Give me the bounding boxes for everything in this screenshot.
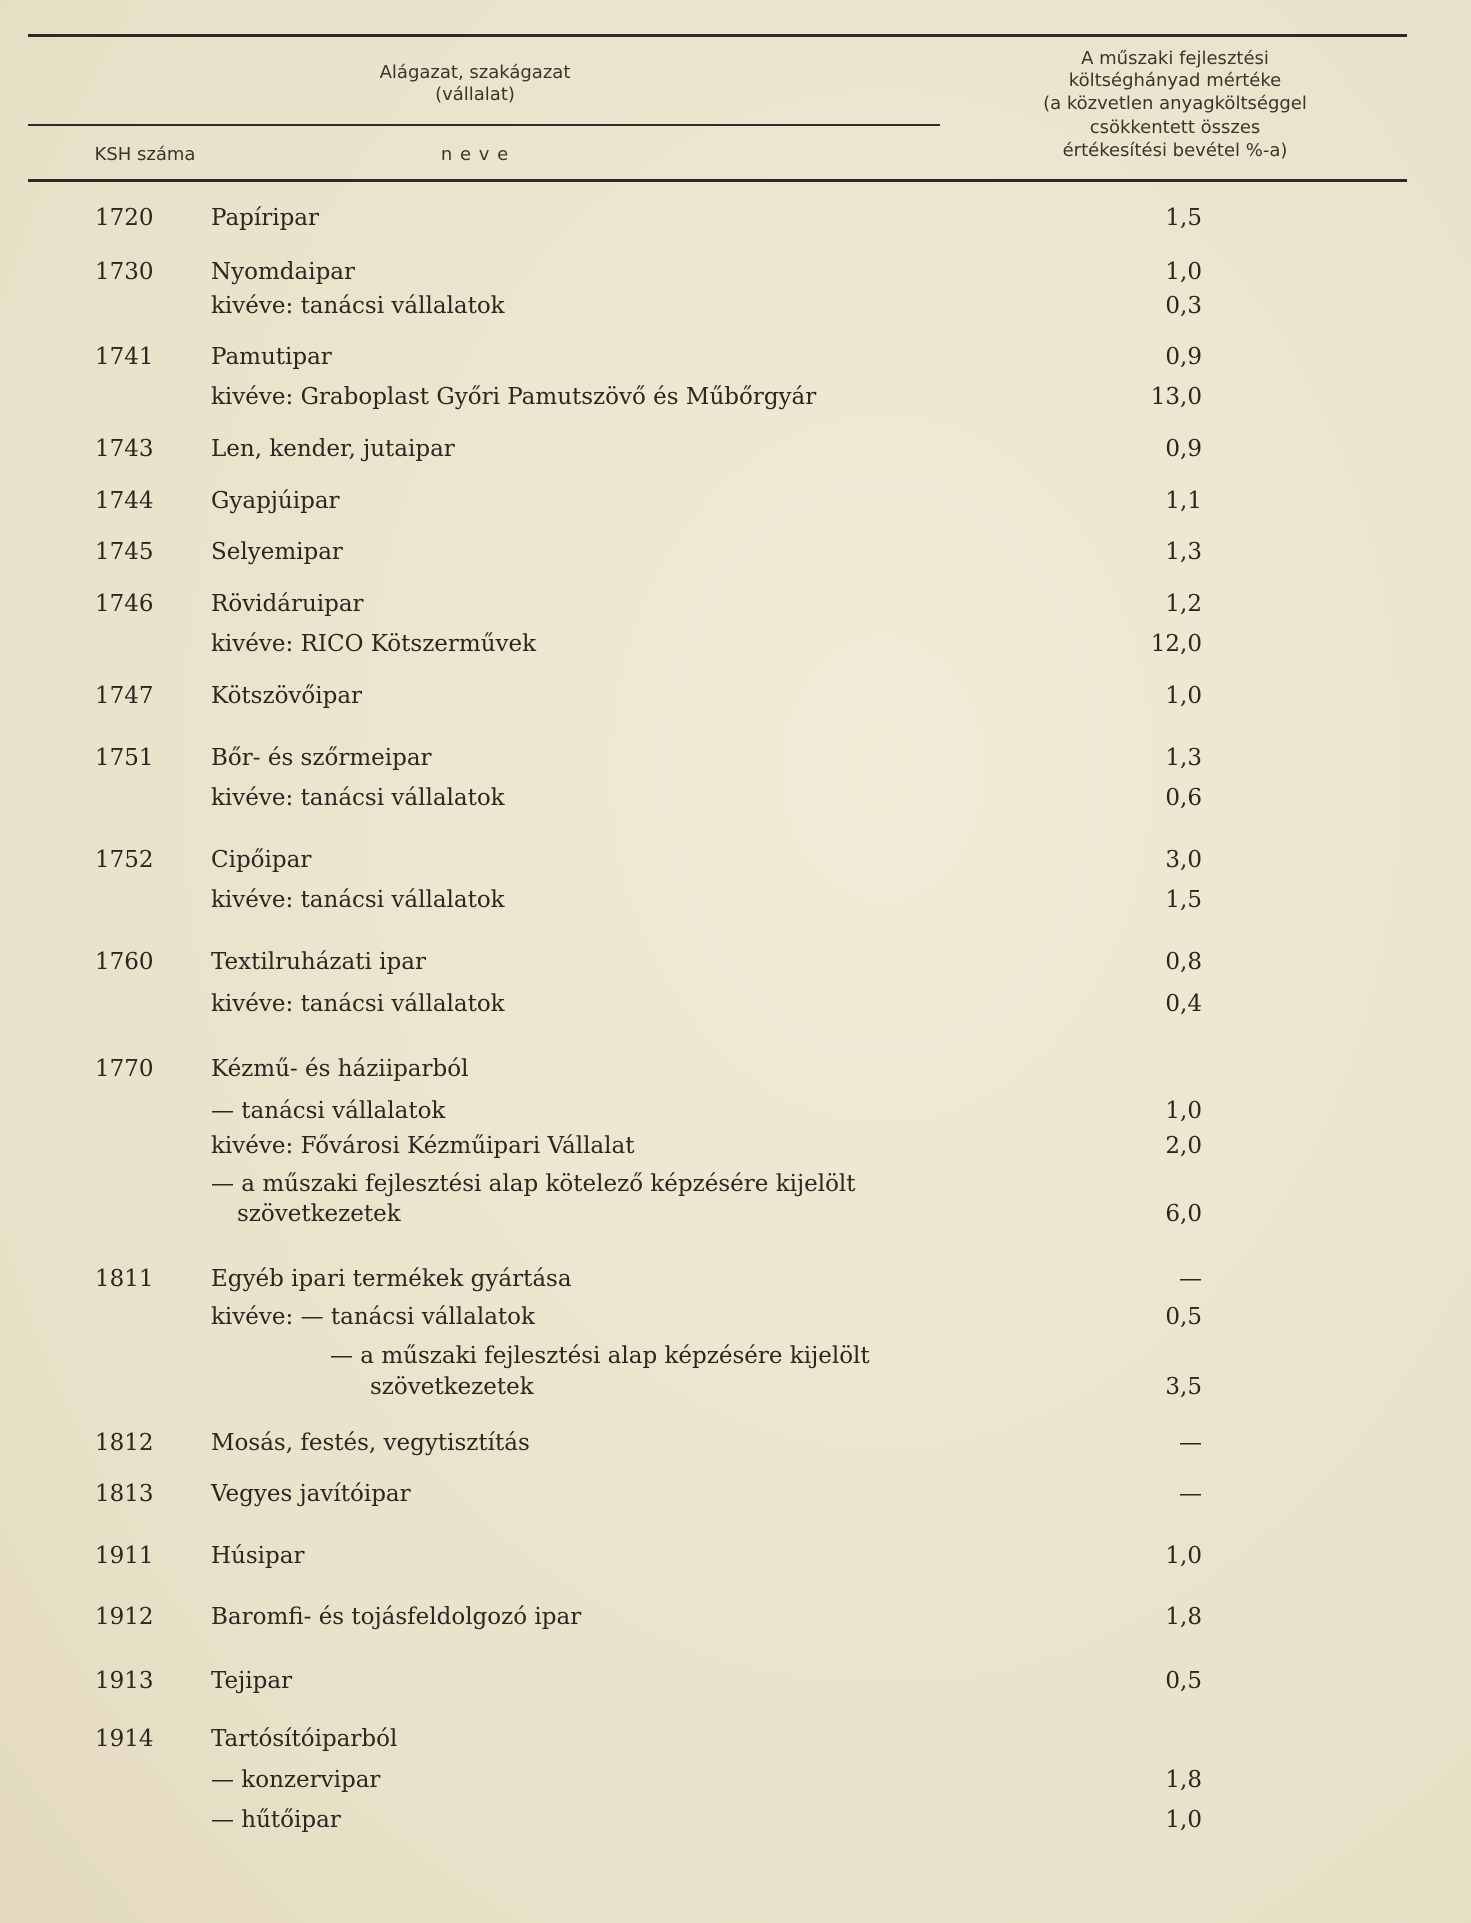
rate-value: 0,6 [1165, 785, 1202, 811]
table-row [0, 986, 1471, 1022]
branch-name: szövetkezetek [370, 1374, 534, 1400]
table-row [0, 339, 1471, 375]
branch-name: Selyemipar [211, 539, 343, 565]
ksh-code: 1811 [95, 1266, 154, 1292]
branch-name: — hűtőipar [211, 1807, 341, 1833]
table-row [0, 678, 1471, 714]
header-name-label: n e v e [440, 144, 510, 165]
header-value-line: (a közvetlen anyagköltséggel [1043, 93, 1307, 114]
branch-name: Nyomdaipar [211, 259, 355, 285]
branch-name: kivéve: RICO Kötszerművek [211, 631, 537, 657]
ksh-code: 1741 [95, 344, 154, 370]
rate-value: 1,0 [1165, 1543, 1202, 1569]
header-value-line: költséghányad mértéke [1068, 70, 1282, 91]
table-row [0, 1261, 1471, 1297]
ksh-code: 1751 [95, 745, 154, 771]
branch-name: Textilruházati ipar [211, 949, 426, 975]
branch-name: Tartósítóiparból [211, 1726, 398, 1752]
rate-value: 0,5 [1165, 1668, 1202, 1694]
header-code-label: KSH száma [94, 144, 196, 165]
rate-value: 2,0 [1165, 1133, 1202, 1159]
ksh-code: 1746 [95, 591, 154, 617]
ksh-code: 1914 [95, 1726, 154, 1752]
header-value-line: értékesítési bevétel %-a) [1062, 140, 1288, 161]
branch-name: — konzervipar [211, 1767, 381, 1793]
rate-value: 3,5 [1165, 1374, 1202, 1400]
table-row [0, 288, 1471, 324]
rate-value: 6,0 [1165, 1201, 1202, 1227]
branch-name: Mosás, festés, vegytisztítás [211, 1430, 530, 1456]
table-row [0, 1538, 1471, 1574]
rate-value: 0,4 [1165, 991, 1202, 1017]
table-row [0, 1721, 1471, 1757]
branch-name: — a műszaki fejlesztési alap képzésére kijelölt [330, 1343, 870, 1369]
ksh-code: 1747 [95, 683, 154, 709]
branch-name: Baromfi- és tojásfeldolgozó ipar [211, 1604, 582, 1630]
rate-value: — [1179, 1430, 1202, 1456]
ksh-code: 1760 [95, 949, 154, 975]
branch-name: — a műszaki fejlesztési alap kötelező képzésére kijelölt [211, 1171, 856, 1197]
rate-value: 1,5 [1165, 887, 1202, 913]
table-row [0, 842, 1471, 878]
table-row [0, 534, 1471, 570]
header-bottom-rule [28, 179, 1407, 182]
branch-name: Vegyes javítóipar [211, 1481, 411, 1507]
table-row [0, 780, 1471, 816]
table-row [0, 882, 1471, 918]
rate-value: 1,8 [1165, 1767, 1202, 1793]
rate-value: 0,9 [1165, 436, 1202, 462]
ksh-code: 1911 [95, 1543, 154, 1569]
branch-name: Kötszövőipar [211, 683, 363, 709]
branch-name: Cipőipar [211, 847, 312, 873]
header-mid-rule [28, 124, 940, 126]
table-row [0, 1299, 1471, 1335]
rate-value: 1,0 [1165, 1807, 1202, 1833]
table-row [0, 379, 1471, 415]
branch-name: kivéve: tanácsi vállalatok [211, 293, 505, 319]
ksh-code: 1744 [95, 488, 154, 514]
ksh-code: 1912 [95, 1604, 154, 1630]
rate-value: 1,2 [1165, 591, 1202, 617]
table-row [0, 1802, 1471, 1838]
ksh-code: 1745 [95, 539, 154, 565]
branch-name: Rövidáruipar [211, 591, 364, 617]
branch-name: Pamutipar [211, 344, 332, 370]
header-value-line: A műszaki fejlesztési [1081, 48, 1269, 69]
rate-value: 1,0 [1165, 1098, 1202, 1124]
table-row [0, 1476, 1471, 1512]
rate-value: — [1179, 1481, 1202, 1507]
branch-name: — tanácsi vállalatok [211, 1098, 446, 1124]
rate-value: 1,3 [1165, 539, 1202, 565]
branch-name: kivéve: tanácsi vállalatok [211, 785, 505, 811]
table-row [0, 254, 1471, 290]
rate-value: 1,5 [1165, 205, 1202, 231]
rate-value: 12,0 [1150, 631, 1202, 657]
table-row [0, 1762, 1471, 1798]
branch-name: kivéve: Fővárosi Kézműipari Vállalat [211, 1133, 635, 1159]
rate-value: 1,3 [1165, 745, 1202, 771]
table-row [0, 1663, 1471, 1699]
table-row [0, 1599, 1471, 1635]
branch-name: Húsipar [211, 1543, 305, 1569]
branch-name: kivéve: Graboplast Győri Pamutszövő és Műbőrgyár [211, 384, 817, 410]
ksh-code: 1770 [95, 1056, 154, 1082]
branch-name: Egyéb ipari termékek gyártása [211, 1266, 572, 1292]
rate-value: 0,5 [1165, 1304, 1202, 1330]
rate-value: — [1179, 1266, 1202, 1292]
ksh-code: 1813 [95, 1481, 154, 1507]
table-row [0, 483, 1471, 519]
branch-name: kivéve: — tanácsi vállalatok [211, 1304, 535, 1330]
branch-name: Bőr- és szőrmeipar [211, 745, 432, 771]
ksh-code: 1812 [95, 1430, 154, 1456]
rate-value: 0,8 [1165, 949, 1202, 975]
branch-name: szövetkezetek [237, 1201, 401, 1227]
header-group-label: Alágazat, szakágazat [379, 62, 571, 83]
table-row [0, 1196, 1471, 1232]
top-rule [28, 34, 1407, 37]
table-row [0, 1128, 1471, 1164]
rate-value: 1,1 [1165, 488, 1202, 514]
rate-value: 1,0 [1165, 683, 1202, 709]
header-value-line: csökkentett összes [1089, 117, 1261, 138]
ksh-code: 1743 [95, 436, 154, 462]
rate-value: 0,3 [1165, 293, 1202, 319]
ksh-code: 1913 [95, 1668, 154, 1694]
table-row [0, 586, 1471, 622]
rate-value: 13,0 [1150, 384, 1202, 410]
ksh-code: 1730 [95, 259, 154, 285]
table-row [0, 1425, 1471, 1461]
rate-value: 1,8 [1165, 1604, 1202, 1630]
table-row [0, 1051, 1471, 1087]
table-row [0, 944, 1471, 980]
ksh-code: 1752 [95, 847, 154, 873]
table-row [0, 1093, 1471, 1129]
table-row [0, 200, 1471, 236]
branch-name: Tejipar [211, 1668, 293, 1694]
branch-name: Len, kender, jutaipar [211, 436, 455, 462]
ksh-code: 1720 [95, 205, 154, 231]
table-row [0, 431, 1471, 467]
branch-name: kivéve: tanácsi vállalatok [211, 887, 505, 913]
rate-value: 0,9 [1165, 344, 1202, 370]
table-row [0, 626, 1471, 662]
rate-value: 1,0 [1165, 259, 1202, 285]
table-row [0, 1369, 1471, 1405]
branch-name: Kézmű- és háziiparból [211, 1056, 469, 1082]
table-row [0, 740, 1471, 776]
rate-value: 3,0 [1165, 847, 1202, 873]
header-group-sublabel: (vállalat) [435, 84, 515, 105]
branch-name: Papíripar [211, 205, 320, 231]
branch-name: Gyapjúipar [211, 488, 340, 514]
branch-name: kivéve: tanácsi vállalatok [211, 991, 505, 1017]
